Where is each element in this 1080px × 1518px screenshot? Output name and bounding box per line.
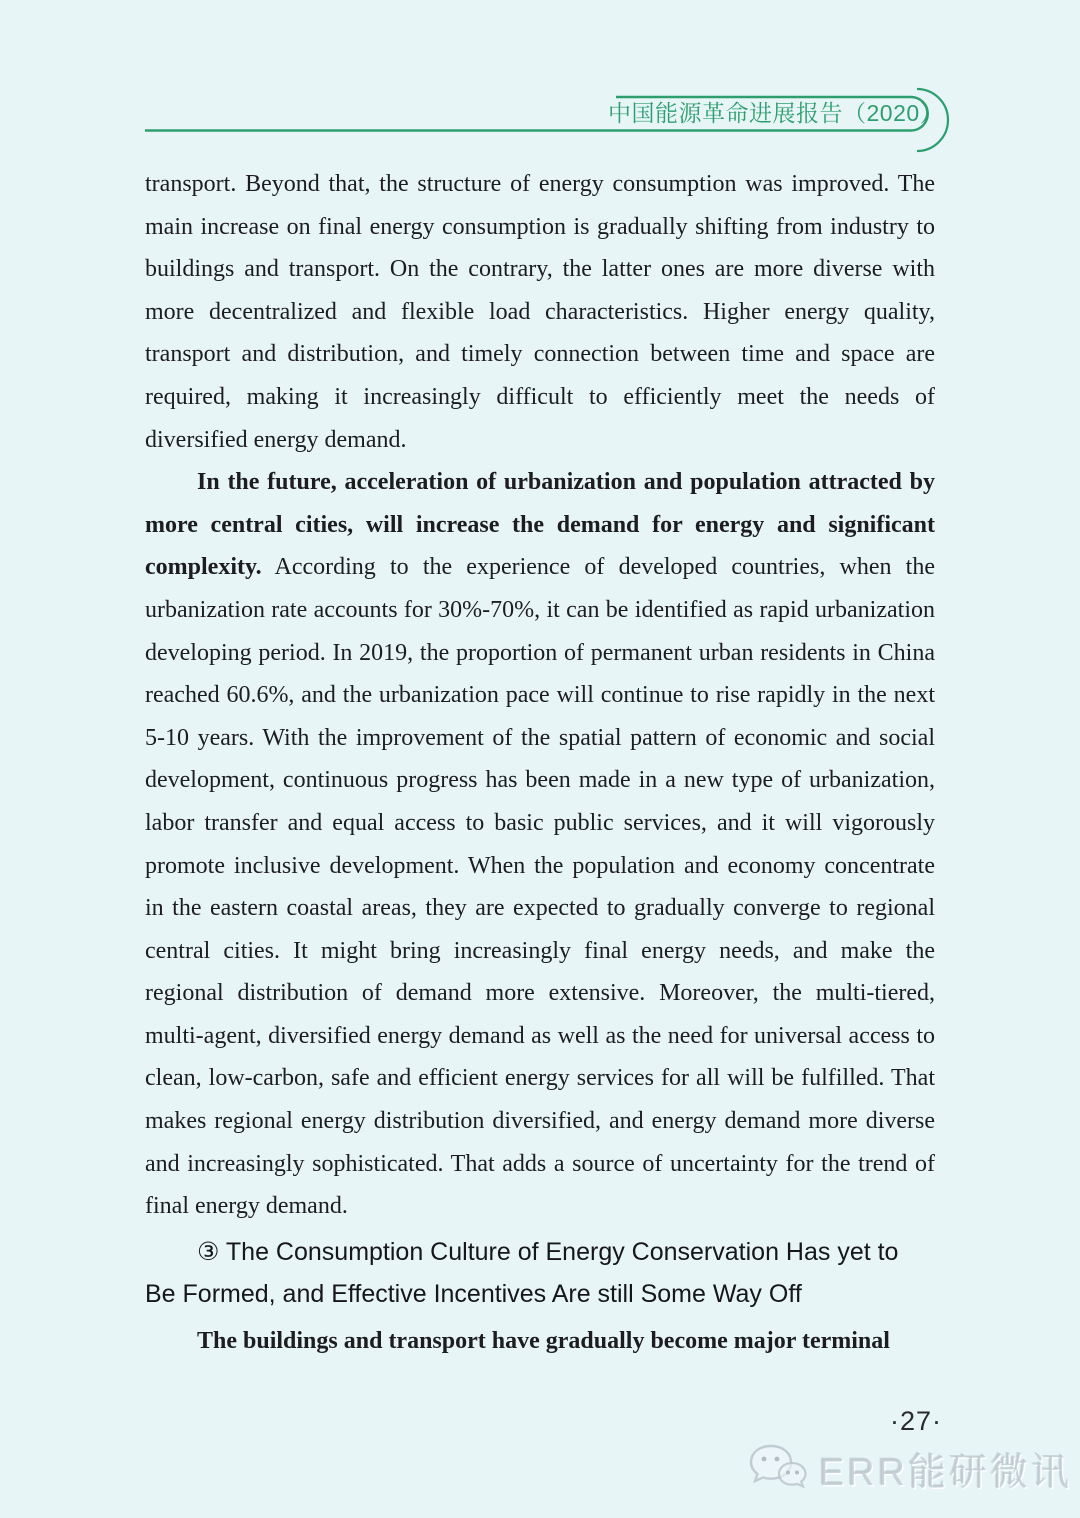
paragraph-urbanization <box>145 461 935 1228</box>
watermark-text: ERR能研微讯 <box>818 1451 1072 1494</box>
paragraph-energy-structure: transport. Beyond that, the structure of energy consumption was improved. The main increase on final energy consumption is gradually shifting from industry to buildings and transport. On the contrary, the latter ones are more diverse with more decentralized and flexible load characteristics. Higher energy quality, transport and distribution, and timely connection between time and space are required, making it increasingly difficult to efficiently meet the needs of diversified energy demand. <box>145 171 935 453</box>
page-number: ·27· <box>889 1406 942 1436</box>
paragraph-buildings-transport: The buildings and transport have gradually become major terminal <box>197 1328 890 1355</box>
wechat-logo-icon <box>747 1440 809 1496</box>
header-rule-decoration <box>0 0 1080 170</box>
subheading-consumption-culture: ③ The Consumption Culture of Energy Conservation Has yet to Be Formed, and Effective Incentives Are still Some Way Off <box>145 1237 899 1309</box>
paragraph-urbanization-bold-lead: In the future, acceleration of urbanization and population attracted by more central cities, will increase the demand for energy and significant complexity. <box>145 469 935 581</box>
header-title: 中国能源革命进展报告（2020） <box>608 100 944 126</box>
paragraph-urbanization-regular: According to the experience of developed countries, when the urbanization rate accounts for 30%-70%, it can be identified as rapid urbanization developing period. In 2019, the proportion of permanent urban residents in China reached 60.6%, and the urbanization pace will continue to rise rapidly in the next 5-10 years. With the improvement of the spatial pattern of economic and social development, continuous progress has been made in a new type of urbanization, labor transfer and equal access to basic public services, and it will vigorously promote inclusive development. When the population and economy concentrate in the eastern coastal areas, they are expected to gradually converge to regional central cities. It might bring increasingly final energy needs, and make the regional distribution of demand more extensive. Moreover, the multi-tiered, multi-agent, diversified energy demand as well as the need for universal access to clean, low-carbon, safe and efficient energy services for all will be fulfilled. That makes regional energy distribution diversified, and energy demand more diverse and increasingly sophisticated. That adds a source of uncertainty for the trend of final energy demand. <box>145 554 935 1220</box>
watermark <box>747 1440 1072 1496</box>
page-body <box>145 163 935 1363</box>
